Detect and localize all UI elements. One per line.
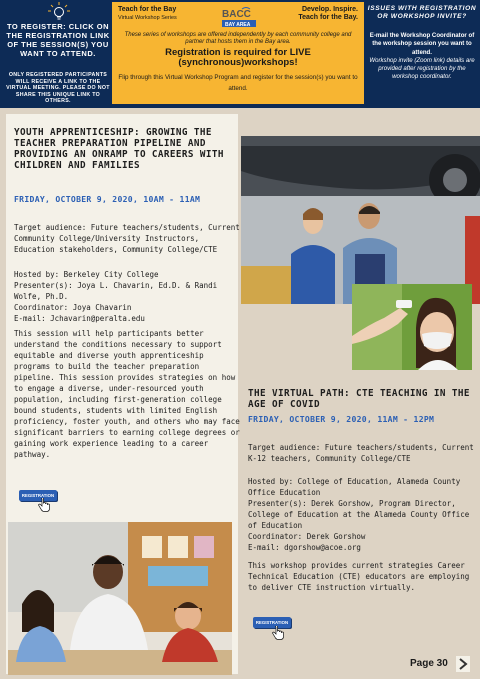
- tagline-line-2: Teach for the Bay.: [298, 14, 358, 21]
- series-description: These series of workshops are offered independently by each community college and partner that hosts them in the Bay area.: [124, 32, 352, 45]
- support-info: [366, 2, 478, 106]
- tagline: [298, 6, 358, 22]
- program-banner: [112, 2, 364, 104]
- session-1-presenters: Presenter(s): Joya L. Chavarin, Ed.D. & Randi Wolfe, Ph.D.: [14, 281, 218, 301]
- series-brand: [118, 6, 177, 22]
- series-title: Teach for the Bay: [118, 6, 177, 13]
- session-1-description: This session will help participants better understand the conditions necessary to support equitable and diverse youth apprenticeship programs to build the teacher preparation pipeline. This session provides strategies on how to engage a diverse, under-resourced youth population, including first-generation college bound students, students with limited English proficiency, foster youth, and others who may face significant barriers to earning college degrees or gaining work experience leading to a career pathway.: [14, 329, 240, 459]
- pointer-hand-icon: [38, 498, 50, 512]
- next-page-arrow-icon[interactable]: [456, 656, 470, 672]
- registration-required-notice: Registration is required for LIVE (synchronous)workshops!: [165, 47, 311, 68]
- session-2-host: Hosted by: College of Education, Alameda County Office Education: [248, 477, 461, 497]
- logo-subtext: BAY AREA: [225, 22, 251, 28]
- lightbulb-icon: [48, 2, 70, 22]
- session-1-title: YOUTH APPRENTICESHIP: GROWING THE TEACHER PREPARATION PIPELINE AND PROVIDING AN ONRAMP TO CAREERS WITH CHILDREN AND FAMILIES: [14, 127, 224, 171]
- session-2-email[interactable]: E-mail: dgorshow@acoe.org: [248, 543, 361, 552]
- session-1-date: FRIDAY, OCTOBER 9, 2020, 10AM - 11AM: [14, 194, 201, 204]
- session-1-details: [14, 269, 240, 324]
- tagline-line-1: Develop. Inspire.: [301, 6, 358, 13]
- bacc-logo: [220, 6, 260, 30]
- classroom-photo: [8, 522, 232, 675]
- session-2-presenters: Presenter(s): Derek Gorshow, Program Director, College of Education at the Alameda County Office of Education: [248, 499, 470, 530]
- page-number: Page 30: [410, 658, 448, 669]
- temperature-check-photo: [352, 284, 472, 370]
- pointer-hand-icon: [272, 626, 284, 640]
- session-1-audience: Target audience: Future teachers/students, Current Community College/University Instructors, Education stakeholders, Community College/CTE: [14, 223, 240, 254]
- register-heading: TO REGISTER: CLICK ON THE REGISTRATION LINK OF THE SESSION(S) YOU WANT TO ATTEND.: [6, 22, 110, 58]
- flip-instructions: Flip through this Virtual Workshop Program and register for the session(s) you want to attend.: [118, 74, 358, 92]
- support-invite-line: Workshop invite (Zoom link) details are provided after registration by the workshop coordinator.: [369, 56, 475, 81]
- session-1-register-button[interactable]: REGISTRATION: [19, 490, 57, 501]
- register-note: ONLY REGISTERED PARTICIPANTS WILL RECEIVE A LINK TO THE VIRTUAL MEETING. PLEASE DO NOT SHARE THIS UNIQUE LINK TO OTHERS.: [6, 72, 110, 104]
- header-banner: [0, 0, 480, 108]
- session-2-details: [248, 476, 476, 553]
- session-2-date: FRIDAY, OCTOBER 9, 2020, 11AM - 12PM: [248, 414, 435, 424]
- support-email-line: E-mail the Workshop Coordinator of the workshop session you want to attend.: [369, 32, 475, 56]
- logo-wordmark: BACC: [222, 9, 251, 20]
- session-2-register-button[interactable]: REGISTRATION: [253, 617, 291, 628]
- session-1-host: Hosted by: Berkeley City College: [14, 270, 159, 279]
- mechanics-photo: [241, 136, 480, 304]
- register-instructions: [4, 2, 112, 106]
- session-2-coordinator: Coordinator: Derek Gorshow: [248, 532, 366, 541]
- session-2-description: This workshop provides current strategies Career Technical Education (CTE) educators are employing to deliver CTE instruction virtually.: [248, 561, 470, 592]
- session-2-title: THE VIRTUAL PATH: CTE TEACHING IN THE AGE OF COVID: [248, 388, 470, 410]
- session-2-audience: Target audience: Future teachers/students, Current K-12 teachers, Community College/CTE: [248, 443, 474, 463]
- session-1-email[interactable]: E-mail: Jchavarin@peralta.edu: [14, 314, 145, 323]
- series-subtitle: Virtual Workshop Series: [118, 15, 177, 21]
- support-heading: ISSUES WITH REGISTRATION OR WORKSHOP INVITE?: [367, 5, 477, 20]
- support-body: [366, 32, 478, 82]
- session-1-coordinator: Coordinator: Joya Chavarin: [14, 303, 132, 312]
